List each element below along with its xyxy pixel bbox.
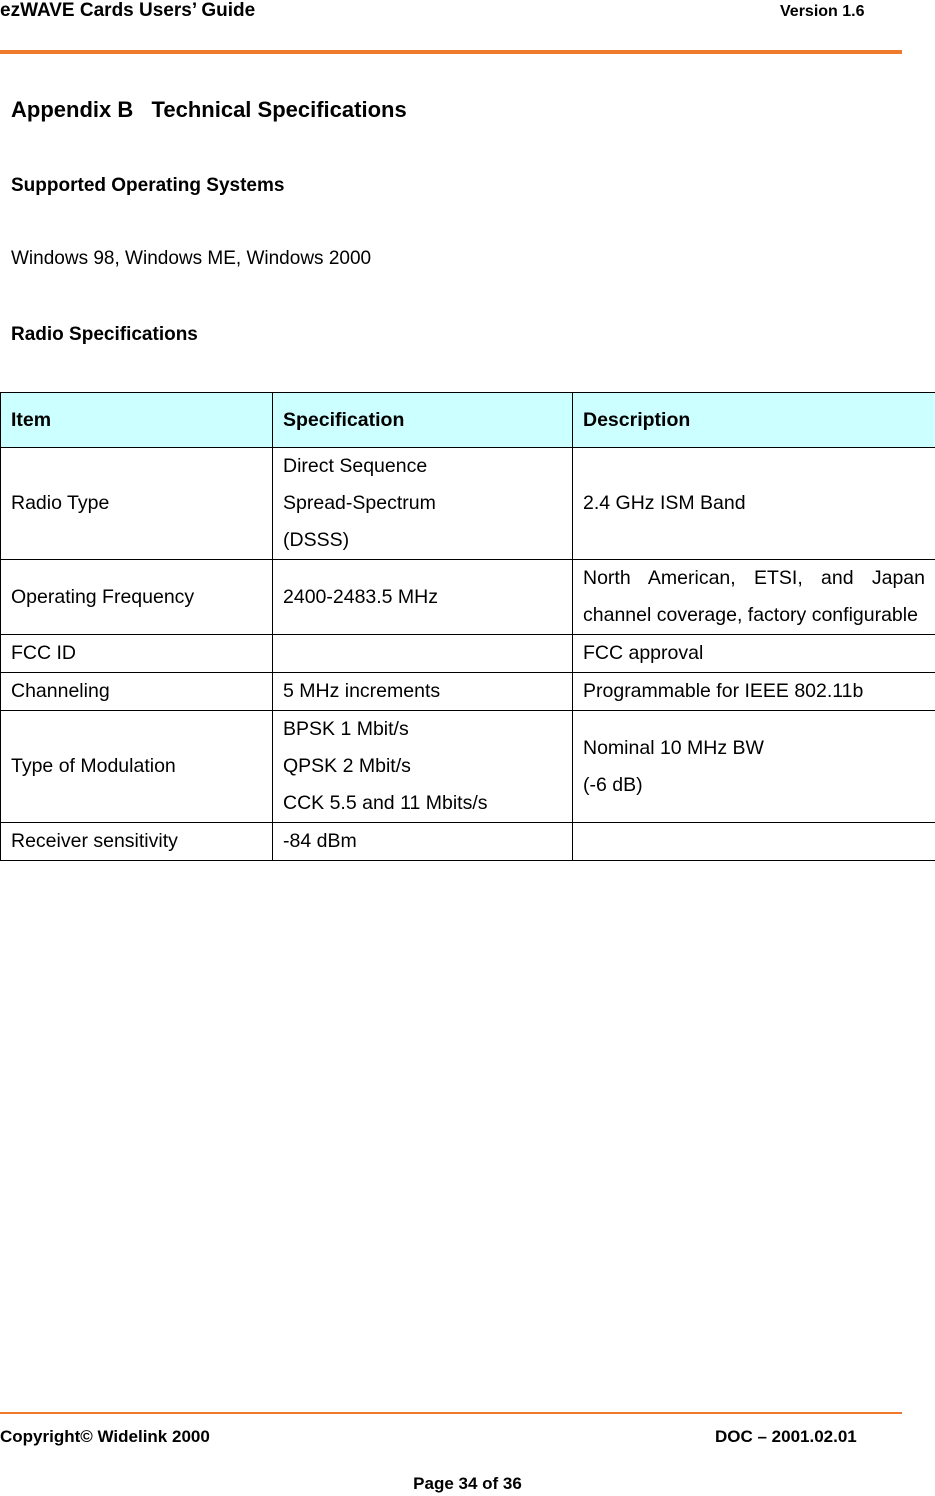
cell-desc: 2.4 GHz ISM Band [573, 448, 935, 560]
footer-rule [0, 1412, 902, 1414]
spec-line: BPSK 1 Mbit/s [283, 718, 409, 740]
cell-item: Type of Modulation [1, 711, 273, 823]
spec-line: Spread-Spectrum [283, 492, 436, 514]
header-item: Item [1, 393, 273, 448]
header-specification: Specification [273, 393, 573, 448]
appendix-title: Appendix B Technical Specifications [11, 97, 407, 122]
cell-desc [573, 711, 935, 823]
spec-line: CCK 5.5 and 11 Mbits/s [283, 792, 488, 814]
table-row [1, 448, 935, 560]
cell-desc: FCC approval [573, 635, 935, 673]
header-rule [0, 50, 902, 54]
table-header-row [1, 393, 935, 448]
desc-line: Nominal 10 MHz BW [583, 736, 764, 759]
cell-desc [573, 823, 935, 861]
table-row [1, 560, 935, 635]
cell-desc: Programmable for IEEE 802.11b [573, 673, 935, 711]
spec-line: Direct Sequence [283, 455, 428, 477]
header-version: Version 1.6 [780, 3, 865, 20]
radio-heading: Radio Specifications [11, 324, 198, 345]
cell-spec [273, 711, 573, 823]
os-heading: Supported Operating Systems [11, 175, 285, 196]
desc-line: (-6 dB) [583, 773, 643, 796]
os-text: Windows 98, Windows ME, Windows 2000 [11, 248, 372, 269]
cell-item: Radio Type [1, 448, 273, 560]
cell-spec: 5 MHz increments [273, 673, 573, 711]
footer-page-number: Page 34 of 36 [413, 1474, 522, 1493]
cell-spec: -84 dBm [273, 823, 573, 861]
cell-item: Operating Frequency [1, 560, 273, 635]
header-description: Description [573, 393, 935, 448]
table-row [1, 673, 935, 711]
cell-item: Channeling [1, 673, 273, 711]
radio-spec-table [0, 392, 935, 861]
header-title: ezWAVE Cards Users’ Guide [0, 0, 256, 21]
cell-spec [273, 448, 573, 560]
cell-spec: 2400-2483.5 MHz [273, 560, 573, 635]
table-row [1, 711, 935, 823]
footer-doc-id: DOC – 2001.02.01 [715, 1427, 857, 1446]
table-row [1, 823, 935, 861]
spec-line: (DSSS) [283, 529, 350, 551]
cell-item: Receiver sensitivity [1, 823, 273, 861]
cell-spec [273, 635, 573, 673]
cell-desc: North American, ETSI, and Japan channel coverage, factory configurable [573, 560, 935, 635]
cell-item: FCC ID [1, 635, 273, 673]
footer-copyright: Copyright© Widelink 2000 [0, 1427, 210, 1446]
table-row [1, 635, 935, 673]
spec-line: QPSK 2 Mbit/s [283, 755, 411, 777]
